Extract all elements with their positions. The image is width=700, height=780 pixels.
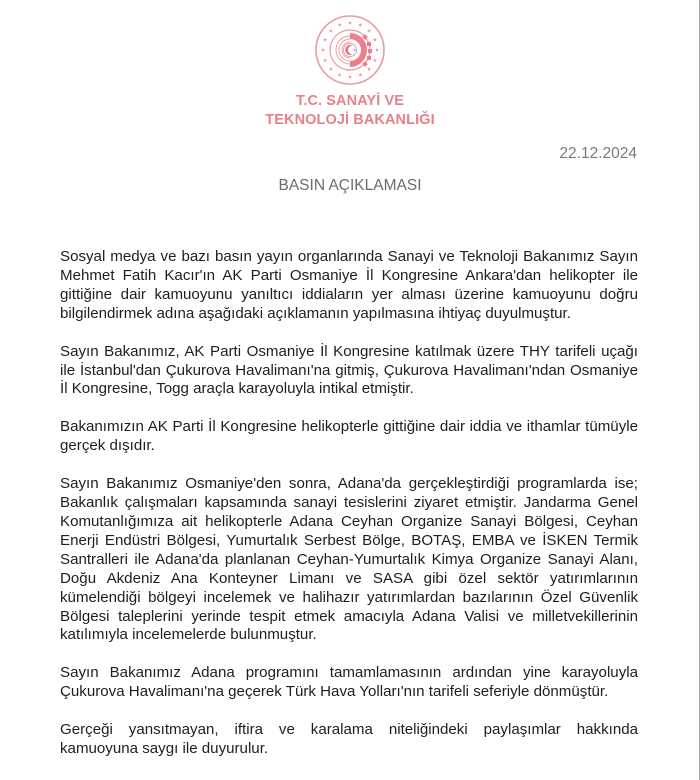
emblem-star-icon	[338, 73, 342, 77]
emblem-star-icon	[358, 23, 362, 27]
ministry-name-line-2: TEKNOLOJİ BAKANLIĞI	[265, 112, 435, 128]
ministry-name-line-1: T.C. SANAYİ VE	[295, 93, 405, 109]
paragraph-1: Sosyal medya ve bazı basın yayın organlarında Sanayi ve Teknoloji Bakanımız Sayın Mehmet Fatih Kacır'ın AK Parti Osmaniye İl Kongresine Ankara'dan helikopter ile gittiğine dair kamuoyunu yanıltıcı iddiaların yer alması üzerine kamuoyunu doğru bilgilendirmek adına aşağıdaki açıklamanın yapılmasına ihtiyaç duyulmuştur.	[60, 248, 638, 322]
paragraph-4: Sayın Bakanımız Osmaniye'den sonra, Adana'da gerçekleştirdiği programlarda ise; Bakanlık çalışmaları kapsamında sanayi tesislerini ziyaret etmiştir. Jandarma Genel Komutanlığımıza ait helikopterle Adana Ceyhan Organize Sanayi Bölgesi, Ceyhan Enerji Endüstri Bölgesi, Yumurtalık Serbest Bölge, BOTAŞ, EMBA ve İSKEN Termik Santralleri ile Adana'da planlanan Ceyhan-Yumurtalık Kimya Organize Sanayi Alanı, Doğu Akdeniz Ana Konteyner Limanı ve SASA gibi özel sektör yatırımlarının kümelendiği bölgeyi incelemek ve halihazır yatırımlardan bazılarının Özel Güvenlik Bölgesi taleplerini yerinde tespit etmek amacıyla Adana Valisi ve milletvekillerinin katılımıyla incelemelerde bulunmuştur.	[60, 475, 638, 644]
ministry-logo	[0, 14, 700, 86]
emblem-star-icon	[323, 37, 327, 41]
paragraph-2: Sayın Bakanımız, AK Parti Osmaniye İl Kongresine katılmak üzere THY tarifeli uçağı ile İstanbul'dan Çukurova Havalimanı'na gitmiş, Çukurova Havalimanı'ndan Osmaniye İl Kongresine, Togg araçla karayoluyla intikal etmiştir.	[60, 342, 638, 398]
emblem-star-icon	[375, 48, 379, 52]
emblem-star-icon	[323, 58, 327, 62]
release-date: 22.12.2024	[559, 145, 637, 162]
emblem-star-icon	[367, 29, 371, 33]
emblem-star-icon	[373, 58, 377, 62]
document-body	[60, 248, 638, 778]
emblem-star-icon	[348, 21, 352, 25]
paragraph-5: Sayın Bakanımız Adana programını tamamlamasının ardından yine karayoluyla Çukurova Havalimanı'na geçerek Türk Hava Yolları'nın tarifeli seferiyle dönmüştür.	[60, 664, 638, 701]
paragraph-6: Gerçeği yansıtmayan, iftira ve karalama niteliğindeki paylaşımlar hakkında kamuoyuna saygı ile duyurulur.	[60, 721, 638, 758]
ministry-emblem-icon	[314, 14, 386, 86]
emblem-star-icon	[338, 23, 342, 27]
emblem-star-icon	[329, 67, 333, 71]
document-title: BASIN AÇIKLAMASI	[278, 177, 422, 194]
paragraph-3: Bakanımızın AK Parti İl Kongresine helikopterle gittiğine dair iddia ve ithamlar tümüyle gerçek dışıdır.	[60, 418, 638, 455]
emblem-star-icon	[348, 75, 352, 79]
ministry-name	[0, 92, 700, 130]
emblem-star-icon	[358, 73, 362, 77]
emblem-star-icon	[321, 48, 325, 52]
emblem-star-icon	[367, 67, 371, 71]
emblem-star-icon	[329, 29, 333, 33]
emblem-star-icon	[373, 37, 377, 41]
